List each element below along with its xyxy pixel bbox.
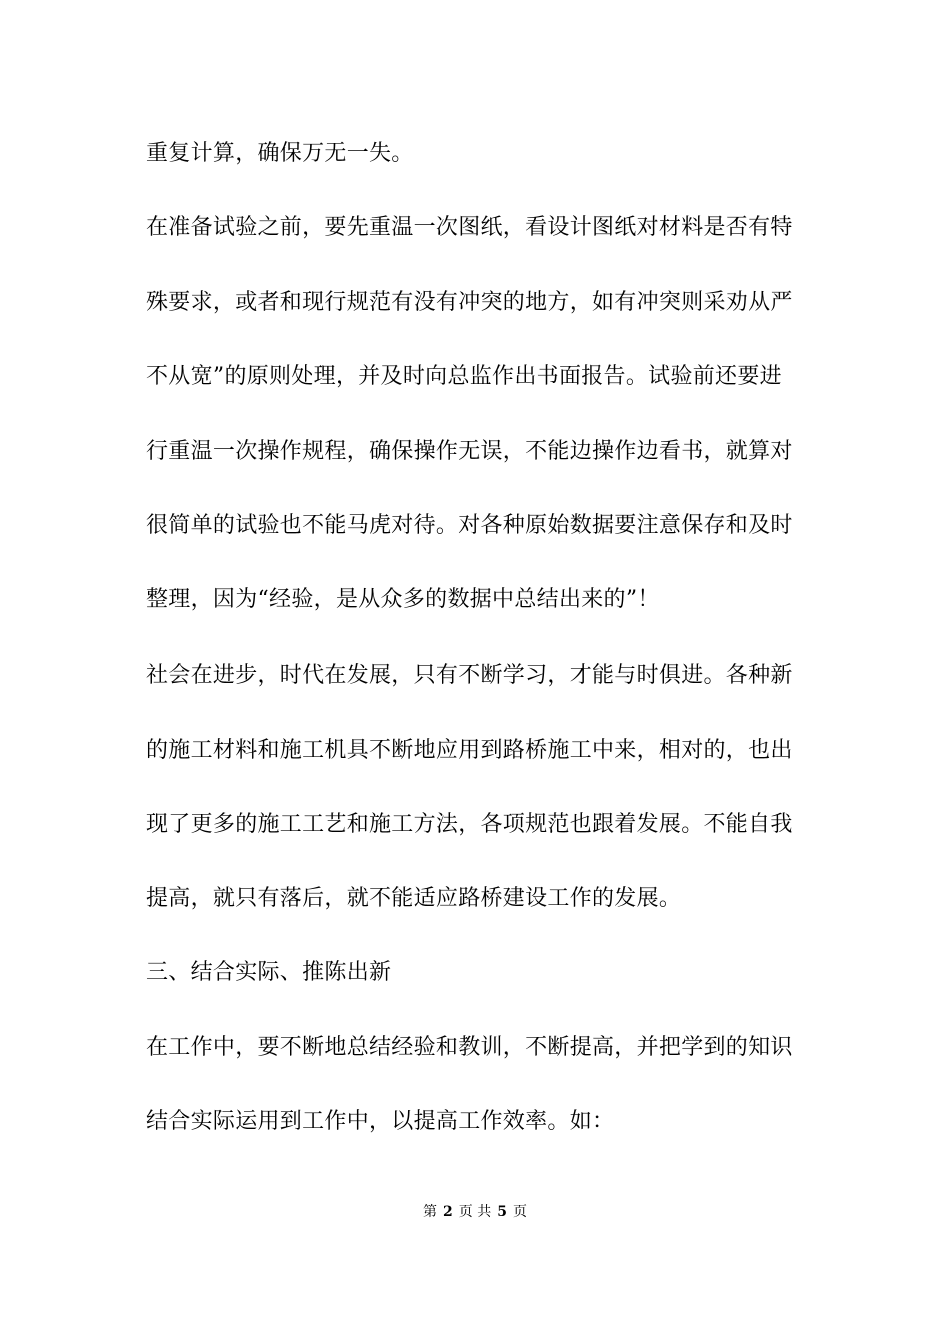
text-line-13: 在工作中，要不断地总结经验和教训，不断提高，并把学到的知识 <box>146 1035 793 1060</box>
text-line-10: 现了更多的施工工艺和施工方法，各项规范也跟着发展。不能自我 <box>146 812 793 837</box>
text-line-8: 社会在进步，时代在发展，只有不断学习，才能与时俱进。各种新 <box>146 663 793 688</box>
page-footer <box>0 1203 950 1221</box>
section-heading: 三、结合实际、推陈出新 <box>146 960 392 985</box>
current-page-number: 2 <box>443 1204 453 1220</box>
text-line-1: 重复计算，确保万无一失。 <box>146 141 414 166</box>
text-line-3: 殊要求，或者和现行规范有没有冲突的地方，如有冲突则采劝从严 <box>146 290 793 315</box>
text-line-4: 不从宽”的原则处理，并及时向总监作出书面报告。试验前还要进 <box>146 364 782 389</box>
footer-middle: 页 共 <box>458 1204 492 1220</box>
total-page-number: 5 <box>497 1204 507 1220</box>
text-line-5: 行重温一次操作规程，确保操作无误，不能边操作边看书，就算对 <box>146 439 793 464</box>
text-line-2: 在准备试验之前，要先重温一次图纸，看设计图纸对材料是否有特 <box>146 215 793 240</box>
text-line-9: 的施工材料和施工机具不断地应用到路桥施工中来，相对的，也出 <box>146 738 793 763</box>
footer-suffix: 页 <box>512 1204 527 1220</box>
text-line-6: 很简单的试验也不能马虎对待。对各种原始数据要注意保存和及时 <box>146 513 793 538</box>
text-line-7: 整理，因为“经验，是从众多的数据中总结出来的”！ <box>146 587 660 612</box>
text-line-14: 结合实际运用到工作中，以提高工作效率。如： <box>146 1109 615 1134</box>
text-line-11: 提高，就只有落后，就不能适应路桥建设工作的发展。 <box>146 886 682 911</box>
footer-prefix: 第 <box>423 1204 438 1220</box>
